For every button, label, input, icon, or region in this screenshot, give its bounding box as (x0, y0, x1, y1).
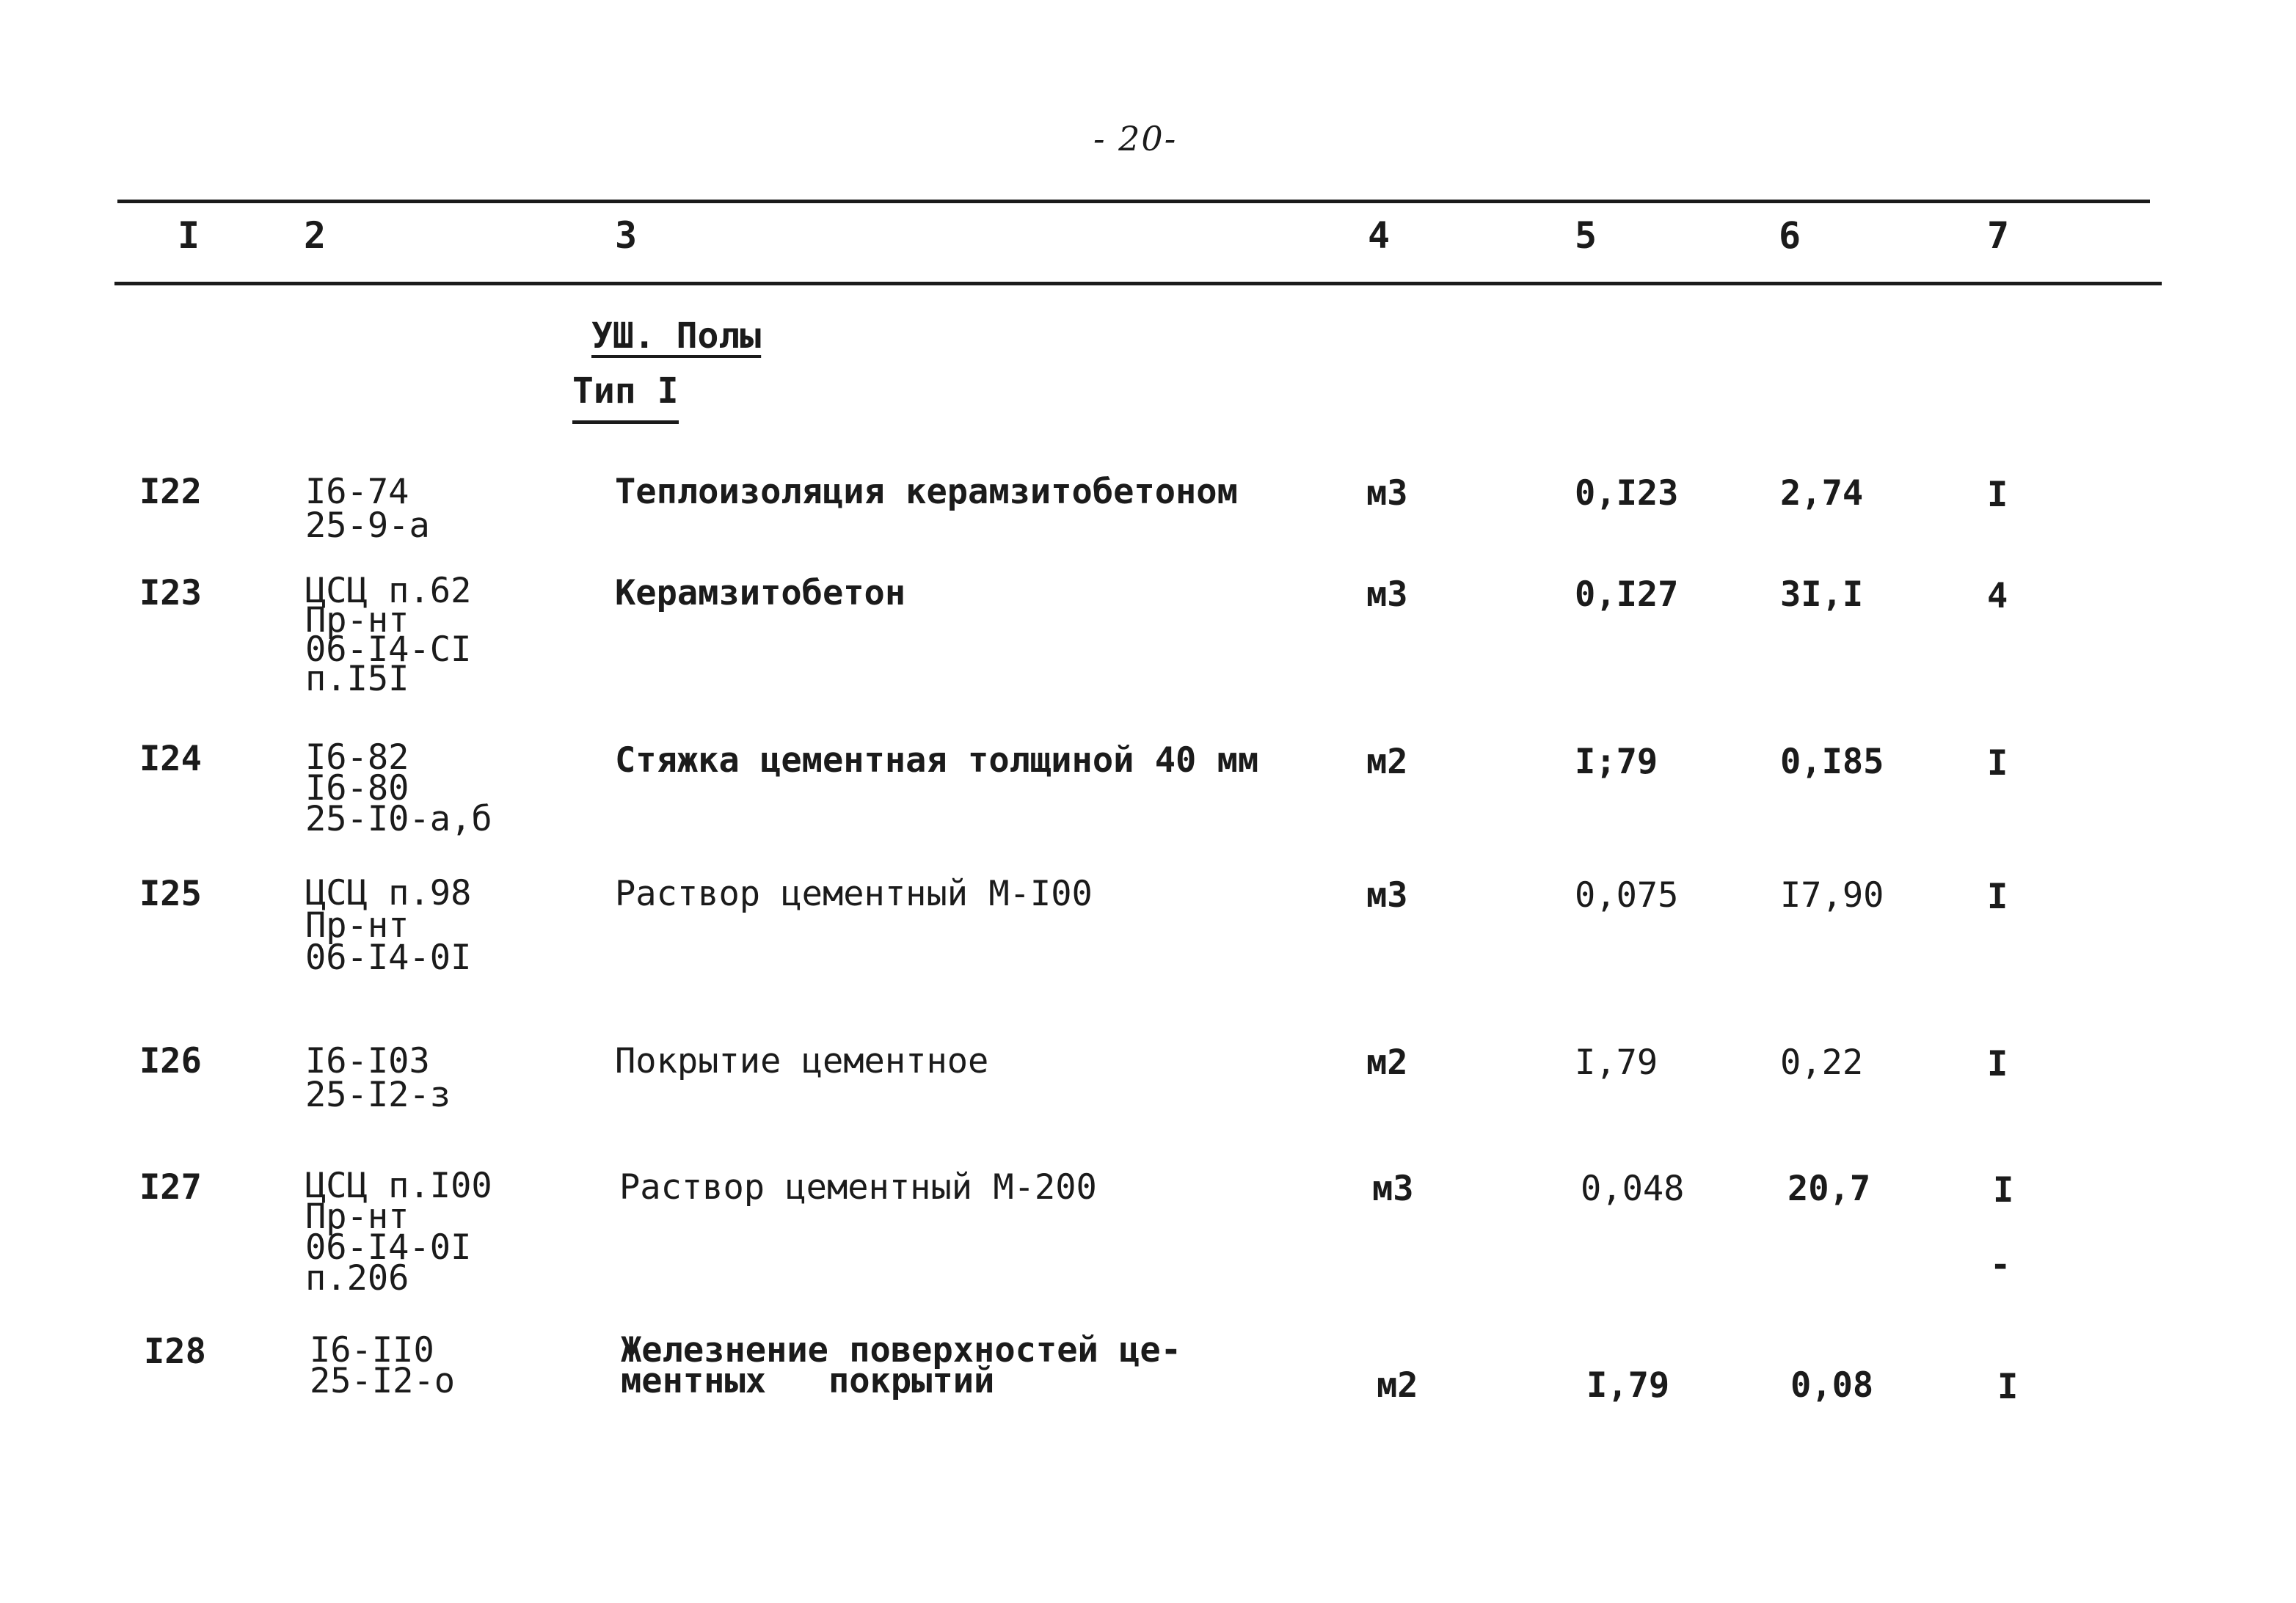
row-value: 3I,I (1780, 574, 1864, 615)
row-quantity: I,79 (1586, 1365, 1670, 1406)
row-reference (305, 873, 472, 978)
reference-line: 25-I2-о (310, 1361, 456, 1401)
row-value: 0,22 (1780, 1043, 1864, 1083)
row-reference (305, 1041, 451, 1115)
column-header-3: 3 (615, 214, 638, 257)
column-header-5: 5 (1575, 214, 1597, 257)
column-header-4: 4 (1368, 214, 1391, 257)
row-value: 0,I85 (1780, 742, 1884, 782)
table-top-rule (117, 200, 2150, 203)
page-number: - 20- (1093, 119, 1178, 158)
reference-line: Пр-нт (305, 905, 409, 946)
table-header-rule (114, 282, 2162, 285)
row-column-7: I (1987, 877, 2008, 917)
row-number: I22 (139, 472, 202, 512)
row-column-7: I (1993, 1170, 2014, 1211)
row-column-7: I (1987, 1044, 2008, 1084)
reference-line: ЦСЦ п.62 (305, 571, 472, 611)
row-value: 2,74 (1780, 473, 1864, 514)
row-reference (305, 571, 472, 699)
reference-line: 06-I4-0I (305, 1227, 472, 1268)
reference-line: п.I5I (305, 659, 409, 699)
row-number: I26 (139, 1041, 202, 1081)
row-quantity: I,79 (1575, 1043, 1658, 1083)
row-reference (305, 472, 430, 546)
reference-line: 06-I4-CI (305, 629, 472, 670)
reference-line: ЦСЦ п.98 (305, 873, 472, 913)
row-column-7: I (1987, 743, 2008, 784)
reference-line: I6-82 (305, 737, 409, 778)
row-column-7-mark: - (1990, 1245, 2011, 1285)
row-number: I23 (139, 573, 202, 613)
row-description (621, 1330, 1182, 1401)
reference-line: I6-II0 (310, 1330, 434, 1370)
row-unit: м3 (1366, 473, 1408, 514)
row-unit: м3 (1372, 1169, 1414, 1209)
reference-line: I6-I03 (305, 1041, 430, 1081)
row-unit: м2 (1366, 1043, 1408, 1083)
description-line: ментных покрытий (621, 1361, 995, 1401)
reference-line: 25-9-а (305, 505, 430, 546)
row-description: Стяжка цементная толщиной 40 мм (615, 740, 1259, 781)
row-unit: м2 (1366, 742, 1408, 782)
reference-line: ЦСЦ п.I00 (305, 1166, 492, 1206)
row-value: 20,7 (1787, 1169, 1871, 1209)
row-reference (310, 1330, 456, 1401)
row-quantity: 0,I27 (1575, 574, 1679, 615)
description-line: Железнение поверхностей це- (621, 1330, 1182, 1370)
row-number: I24 (139, 739, 202, 779)
reference-line: 25-I2-з (305, 1075, 451, 1115)
row-description: Раствор цементный М-200 (619, 1167, 1097, 1208)
row-value: 0,08 (1790, 1365, 1874, 1406)
row-unit: м2 (1377, 1365, 1418, 1406)
row-description: Теплоизоляция керамзитобетоном (615, 472, 1238, 512)
reference-line: 06-I4-0I (305, 938, 472, 978)
row-quantity: 0,048 (1581, 1169, 1685, 1209)
column-header-6: 6 (1779, 214, 1801, 257)
reference-line: Пр-нт (305, 600, 409, 640)
row-reference (305, 737, 492, 839)
row-description: Раствор цементный М-I00 (615, 874, 1093, 914)
section-title: УШ. Полы (591, 315, 762, 357)
reference-line: I6-74 (305, 472, 409, 512)
row-column-7: I (1987, 475, 2008, 515)
row-quantity: 0,075 (1575, 875, 1679, 916)
row-number: I28 (144, 1332, 206, 1372)
row-column-7: 4 (1987, 576, 2008, 616)
row-number: I27 (139, 1167, 202, 1208)
column-header-1: I (178, 214, 200, 257)
row-quantity: 0,I23 (1575, 473, 1679, 514)
reference-line: п.206 (305, 1258, 409, 1299)
row-number: I25 (139, 874, 202, 914)
row-quantity: I;79 (1575, 742, 1658, 782)
row-description: Керамзитобетон (615, 573, 906, 613)
row-description: Покрытие цементное (615, 1041, 989, 1081)
row-value: I7,90 (1780, 875, 1884, 916)
column-header-7: 7 (1987, 214, 2010, 257)
row-column-7: I (1997, 1367, 2019, 1407)
row-unit: м3 (1366, 875, 1408, 916)
row-reference (305, 1166, 492, 1299)
reference-line: Пр-нт (305, 1197, 409, 1237)
reference-line: I6-80 (305, 768, 409, 808)
row-unit: м3 (1366, 574, 1408, 615)
reference-line: 25-I0-а,б (305, 799, 492, 839)
column-header-2: 2 (304, 214, 327, 257)
section-type: Тип I (572, 370, 679, 424)
